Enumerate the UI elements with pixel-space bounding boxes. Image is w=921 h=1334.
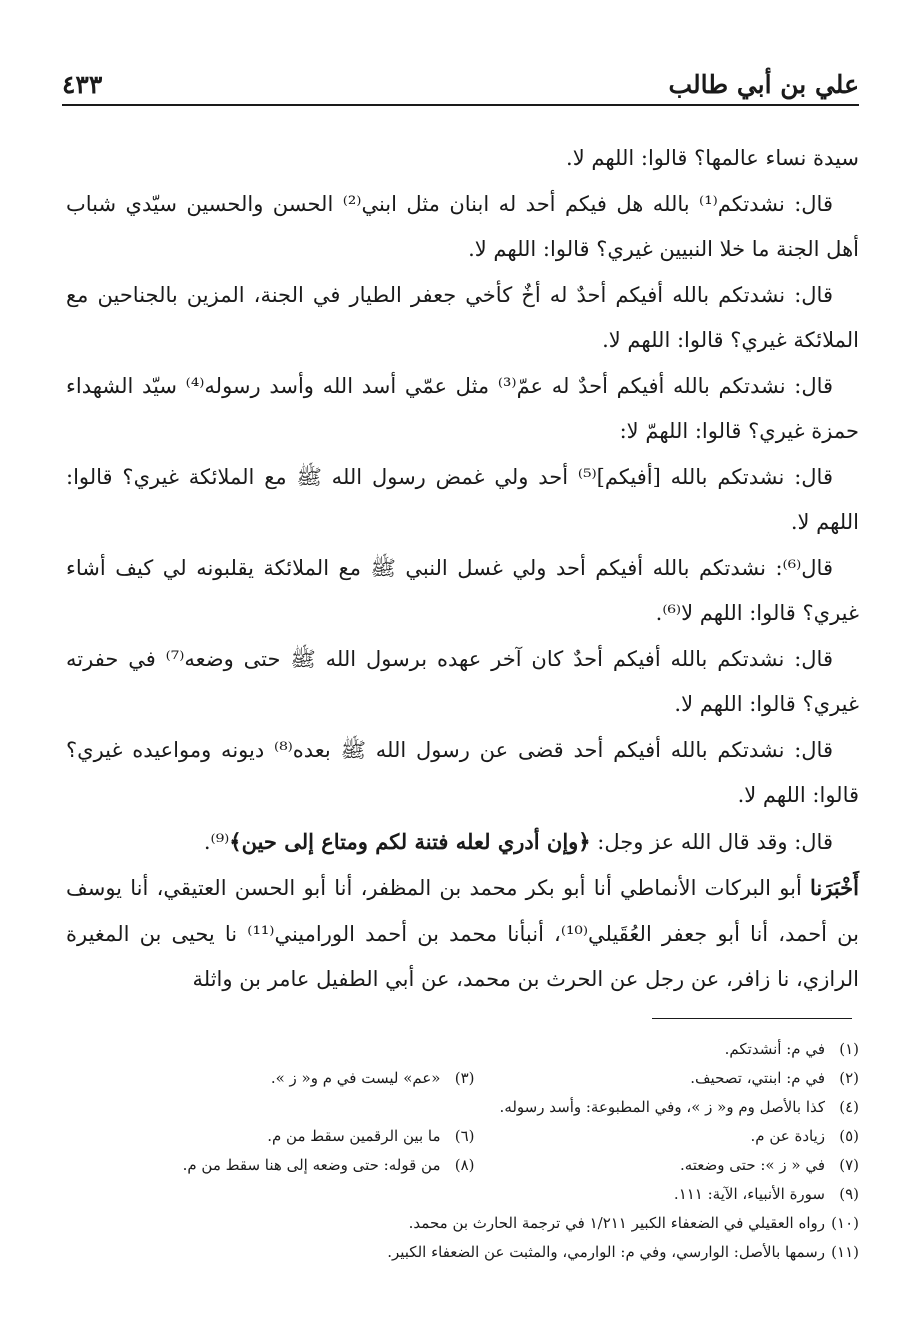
footnote-text: «عم» ليست في م و« ز ». <box>270 1069 441 1087</box>
paragraph-3: قال: نشدتكم بالله أفيكم أحدٌ له أخٌ كأخي جعفر الطيار في الجنة، المزين بالجناحين مع الملائكة غيري؟ قالوا: اللهم لا. <box>66 282 859 352</box>
paragraph-1: سيدة نساء عالمها؟ قالوا: اللهم لا. <box>566 146 859 170</box>
paragraph-5: قال: نشدتكم بالله [أفيكم]⁽⁵⁾ أحد ولي غمض رسول الله ﷺ مع الملائكة غيري؟ قالوا: اللهم لا. <box>66 464 859 534</box>
footnote-9 <box>90 1180 859 1209</box>
footnote-text: في م: أنشدتكم. <box>724 1040 825 1058</box>
paragraph-9-intro: قال: وقد قال الله عز وجل: <box>590 829 833 854</box>
footnote-number: (١٠) <box>831 1214 859 1232</box>
footnote-text: من قوله: حتى وضعه إلى هنا سقط من م. <box>182 1156 441 1174</box>
paragraph-7: قال: نشدتكم بالله أفيكم أحدٌ كان آخر عهده برسول الله ﷺ حتى وضعه⁽⁷⁾ في حفرته غيري؟ قالوا: اللهم لا. <box>66 646 859 716</box>
footnote-number: (٩) <box>839 1185 859 1203</box>
footnote-text: سورة الأنبياء، الآية: ١١١. <box>673 1185 825 1203</box>
footnote-text: في م: ابنتي، تصحيف. <box>690 1069 825 1087</box>
footnote-7 <box>475 1151 860 1180</box>
footnote-number: (٥) <box>839 1127 859 1145</box>
footnote-text: ما بين الرقمين سقط من م. <box>267 1127 441 1145</box>
footnote-text: رواه العقيلي في الضعفاء الكبير ١/٢١١ في ترجمة الحارث بن محمد. <box>408 1214 825 1232</box>
footnote-3 <box>90 1064 475 1093</box>
footnote-10 <box>90 1209 859 1238</box>
footnote-number: (٨) <box>454 1156 475 1174</box>
footnote-text: رسمها بالأصل: الوارسي، وفي م: الوارمي، والمثبت عن الضعفاء الكبير. <box>387 1243 825 1261</box>
footnotes <box>90 1035 859 1267</box>
running-header <box>62 66 859 102</box>
footnote-1 <box>90 1035 859 1064</box>
paragraph-10 <box>66 865 859 1003</box>
footnote-6 <box>90 1122 475 1151</box>
paragraph-8: قال: نشدتكم بالله أفيكم أحد قضى عن رسول الله ﷺ بعده⁽⁸⁾ ديونه ومواعيده غيري؟ قالوا: اللهم لا. <box>66 737 859 807</box>
isnad-lead-word: أَخْبَرَنا <box>810 875 859 900</box>
main-text <box>66 136 859 1003</box>
paragraph-4: قال: نشدتكم بالله أفيكم أحدٌ له عمّ⁽³⁾ مثل عمّي أسد الله وأسد رسوله⁽⁴⁾ سيّد الشهداء حمزة غيري؟ قالوا: اللهمّ لا: <box>66 373 859 443</box>
footnote-number: (٧) <box>839 1156 859 1174</box>
footnote-8 <box>90 1151 475 1180</box>
footnote-4 <box>90 1093 859 1122</box>
footnote-number: (٦) <box>454 1127 475 1145</box>
page-number: ٤٣٣ <box>62 70 103 99</box>
header-rule <box>62 104 859 106</box>
paragraph-9-end: ⁽⁹⁾. <box>203 829 230 854</box>
header-title: علي بن أبي طالب <box>668 70 859 99</box>
footnote-rule <box>652 1018 852 1019</box>
footnote-number: (٢) <box>839 1069 859 1087</box>
footnote-number: (٣) <box>454 1069 475 1087</box>
paragraph-9 <box>66 819 859 866</box>
footnote-text: زيادة عن م. <box>750 1127 825 1145</box>
quran-quote: ﴿وإن أدري لعله فتنة لكم ومتاع إلى حين﴾ <box>229 828 591 854</box>
footnote-11 <box>90 1238 859 1267</box>
paragraph-6: قال⁽⁶⁾: نشدتكم بالله أفيكم أحد ولي غسل النبي ﷺ مع الملائكة يقلبونه لي كيف أشاء غيري؟ قالوا: اللهم لا⁽⁶⁾. <box>66 555 859 625</box>
footnote-number: (١١) <box>831 1243 859 1261</box>
isnad-text: أبو البركات الأنماطي أنا أبو بكر محمد بن المظفر، أنا أبو الحسن العتيقي، أنا يوسف بن أحمد، أنا أبو جعفر العُقَيلي⁽¹⁰⁾، أنبأنا محمد بن أحمد الوراميني⁽¹¹⁾ نا يحيى بن المغيرة الرازي، نا زافر، عن رجل عن الحرث بن محمد، عن أبي الطفيل عامر بن واثلة <box>66 876 859 991</box>
footnote-text: في « ز »: حتى وضعته. <box>679 1156 825 1174</box>
footnote-2 <box>475 1064 860 1093</box>
paragraph-2: قال: نشدتكم⁽¹⁾ بالله هل فيكم أحد له ابنان مثل ابني⁽²⁾ الحسن والحسين سيّدي شباب أهل الجنة ما خلا النبيين غيري؟ قالوا: اللهم لا. <box>66 191 859 261</box>
footnote-number: (١) <box>839 1040 859 1058</box>
footnote-text: كذا بالأصل وم و« ز »، وفي المطبوعة: وأسد رسوله. <box>499 1098 825 1116</box>
footnote-number: (٤) <box>839 1098 859 1116</box>
footnote-5 <box>475 1122 860 1151</box>
